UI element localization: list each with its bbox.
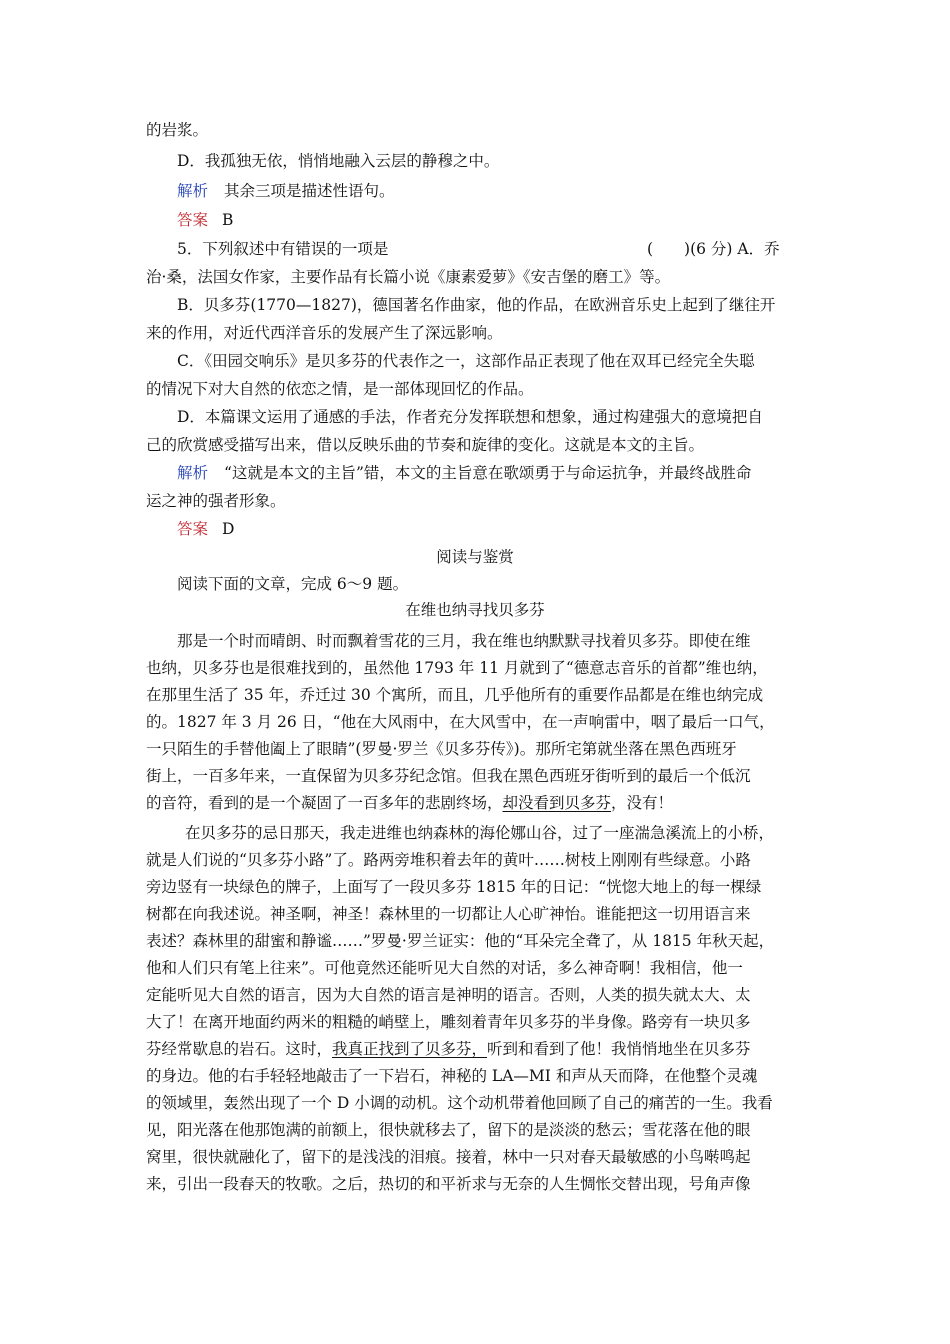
article-line	[146, 1039, 751, 1059]
article-line: 就是人们说的“贝多芬小路”了。路两旁堆积着去年的黄叶……树枝上刚刚有些绿意。小路	[146, 851, 751, 869]
analysis-cont: 运之神的强者形象。	[146, 492, 286, 510]
option-c-cont: 的情况下对大自然的依恋之情，是一部体现回忆的作品。	[146, 380, 534, 398]
option-d-cont: 己的欣赏感受描写出来，借以反映乐曲的节奏和旋律的变化。这就是本文的主旨。	[146, 436, 705, 454]
article-line: 见，阳光落在他那饱满的前额上，很快就移去了，留下的是淡淡的愁云；雪花落在他的眼	[146, 1121, 751, 1139]
article-title: 在维也纳寻找贝多芬	[405, 601, 545, 619]
article-line: 旁边竖有一块绿色的牌子，上面写了一段贝多芬 1815 年的日记：“恍惚大地上的每一棵绿	[146, 878, 762, 896]
section-heading: 阅读与鉴赏	[436, 548, 514, 566]
analysis-text: “这就是本文的主旨”错，本文的主旨意在歌颂勇于与命运抗争，并最终战胜命	[224, 464, 752, 482]
answer-text: B	[222, 211, 234, 229]
analysis-label: 解析	[177, 182, 209, 200]
analysis-label: 解析	[177, 464, 209, 482]
analysis-text: 其余三项是描述性语句。	[224, 182, 395, 200]
article-line: 一只陌生的手替他阖上了眼睛”(罗曼·罗兰《贝多芬传》)。那所宅第就坐落在黑色西班牙	[146, 740, 737, 758]
article-line: 的领域里，轰然出现了一个 D 小调的动机。这个动机带着他回顾了自己的痛苦的一生。我看	[146, 1094, 773, 1112]
option-d: D．我孤独无依，悄悄地融入云层的静穆之中。	[177, 152, 500, 170]
article-line: 来，引出一段春天的牧歌。之后，热切的和平祈求与无奈的人生惆怅交替出现，号角声像	[146, 1175, 751, 1193]
article-line: 在那里生活了 35 年，乔迁过 30 个寓所，而且，几乎他所有的重要作品都是在维也纳完成	[146, 686, 764, 704]
answer-line	[177, 210, 233, 230]
article-text: 听到和看到了他！我悄悄地坐在贝多芬	[487, 1040, 751, 1058]
article-line: 他和人们只有笔上往来”。可他竟然还能听见大自然的对话，多么神奇啊！我相信，他一	[146, 959, 743, 977]
article-line: 也纳，贝多芬也是很难找到的，虽然他 1793 年 11 月就到了“德意志音乐的首都”维也纳，	[146, 659, 768, 677]
article-line: 窝里，很快就融化了，留下的是浅浅的泪痕。接着，林中一只对春天最敏感的小鸟啭鸣起	[146, 1148, 751, 1166]
article-line: 街上，一百多年来，一直保留为贝多芬纪念馆。但我在黑色西班牙街听到的最后一个低沉	[146, 767, 751, 785]
article-line: 树都在向我述说。神圣啊，神圣！森林里的一切都让人心旷神怡。谁能把这一切用语言来	[146, 905, 751, 923]
answer-line	[177, 519, 234, 539]
underlined-sentence: 却没看到贝多芬	[502, 794, 612, 812]
article-line: 在贝多芬的忌日那天，我走进维也纳森林的海伦娜山谷，过了一座湍急溪流上的小桥，	[185, 824, 775, 842]
answer-text: D	[222, 520, 235, 538]
option-a-cont: 治·桑，法国女作家，主要作品有长篇小说《康素爱萝》《安吉堡的磨工》等。	[146, 268, 671, 286]
question-5-stem: 5．下列叙述中有错误的一项是	[177, 240, 389, 258]
article-line: 表述？森林里的甜蜜和静谧……”罗曼·罗兰证实：他的“耳朵完全聋了，从 1815 年秋天起，	[146, 932, 775, 950]
option-b: B．贝多芬(1770—1827)，德国著名作曲家，他的作品，在欧洲音乐史上起到了继往开	[177, 296, 776, 314]
answer-label: 答案	[177, 520, 209, 538]
option-b-cont: 来的作用，对近代西洋音乐的发展产生了深远影响。	[146, 324, 503, 342]
article-line: 定能听见大自然的语言，因为大自然的语言是神明的语言。否则，人类的损失就太大、太	[146, 986, 751, 1004]
article-line: 的。1827 年 3 月 26 日，“他在大风雨中，在大风雪中，在一声响雷中，咽了最后一口气，	[146, 713, 775, 731]
analysis-line	[177, 181, 395, 201]
article-line: 大了！在离开地面约两米的粗糙的峭壁上，雕刻着青年贝多芬的半身像。路旁有一块贝多	[146, 1013, 751, 1031]
article-line	[146, 793, 673, 813]
article-text: ，没有！	[611, 794, 674, 812]
option-c: C．《田园交响乐》是贝多芬的代表作之一，这部作品正表现了他在双耳已经完全失聪	[177, 352, 755, 370]
text-line: 的岩浆。	[146, 121, 209, 139]
article-text: 芬经常歇息的岩石。这时，	[146, 1040, 333, 1058]
answer-label: 答案	[177, 211, 209, 229]
article-text: 的音符，看到的是一个凝固了一百多年的悲剧终场，	[146, 794, 503, 812]
article-line: 那是一个时而晴朗、时而飘着雪花的三月，我在维也纳默默寻找着贝多芬。即使在维	[177, 632, 751, 650]
article-line: 的身边。他的右手轻轻地敲击了一下岩石，神秘的 LA—MI 和声从天而降，在他整个灵魂	[146, 1067, 758, 1085]
question-5-score: ( )(6 分) A．乔	[647, 240, 780, 258]
underlined-sentence: 我真正找到了贝多芬，	[332, 1040, 488, 1058]
analysis-line	[177, 463, 751, 483]
option-d: D．本篇课文运用了通感的手法，作者充分发挥联想和想象，通过构建强大的意境把自	[177, 408, 763, 426]
instructions: 阅读下面的文章，完成 6～9 题。	[177, 575, 409, 593]
